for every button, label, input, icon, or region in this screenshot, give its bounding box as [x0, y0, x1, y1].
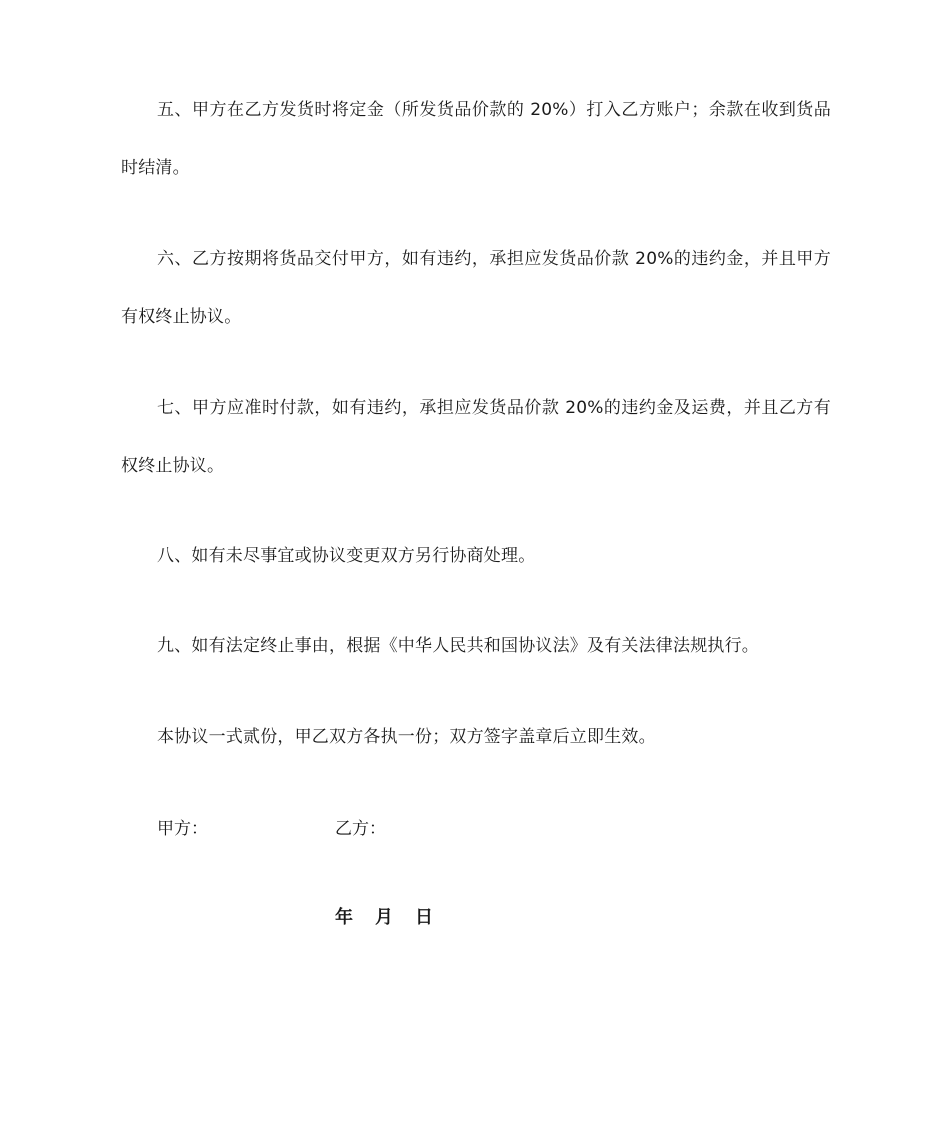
clause-seven: 七、甲方应准时付款，如有违约，承担应发货品价款 20%的违约金及运费，并且乙方有权终止协议。	[121, 398, 831, 476]
closing-statement: 本协议一式贰份，甲乙双方各执一份；双方签字盖章后立即生效。	[157, 727, 656, 747]
clause-six: 六、乙方按期将货品交付甲方，如有违约，承担应发货品价款 20%的违约金，并且甲方有权终止协议。	[121, 249, 831, 327]
clause-nine: 九、如有法定终止事由，根据《中华人民共和国协议法》及有关法律法规执行。	[157, 636, 759, 656]
date-day-label: 日	[415, 907, 433, 928]
date-month-label: 月	[375, 907, 393, 928]
date-year-label: 年	[335, 907, 353, 928]
date-line	[335, 889, 433, 947]
party-b-signature-label: 乙方：	[335, 819, 386, 839]
clause-five: 五、甲方在乙方发货时将定金（所发货品价款的 20%）打入乙方账户；余款在收到货品时结清。	[121, 100, 831, 178]
clause-eight: 八、如有未尽事宜或协议变更双方另行协商处理。	[157, 546, 536, 566]
party-a-signature-label: 甲方：	[157, 819, 208, 839]
